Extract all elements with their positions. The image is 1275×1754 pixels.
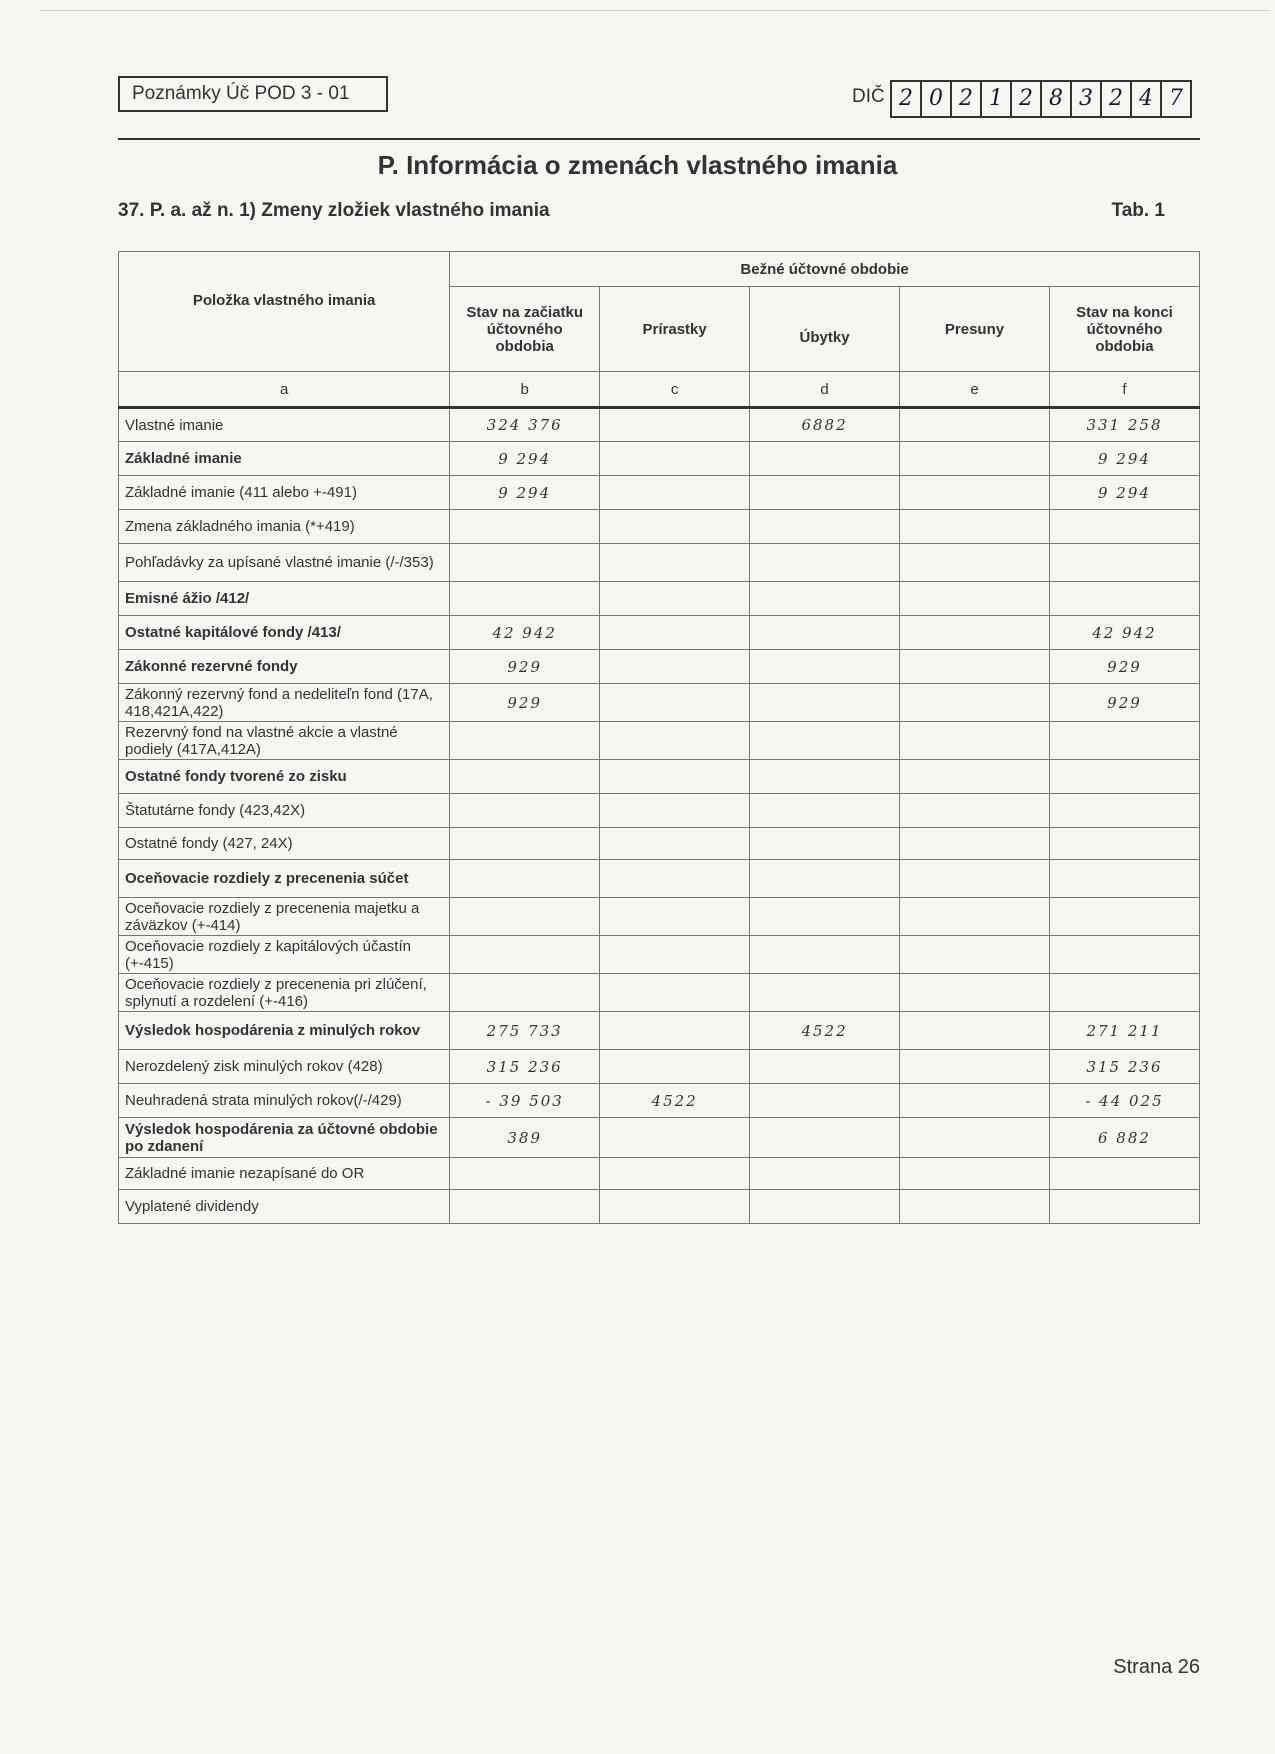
cell-increase — [600, 582, 750, 616]
cell-end — [1049, 510, 1199, 544]
dic-digit: 2 — [1102, 82, 1132, 116]
cell-decrease — [750, 828, 900, 860]
cell-start: 9 294 — [450, 442, 600, 476]
cell-start — [450, 582, 600, 616]
cell-transfers — [900, 544, 1050, 582]
dic-number-boxes — [890, 80, 1192, 118]
table-row — [119, 1012, 1200, 1050]
cell-decrease — [750, 974, 900, 1012]
cell-decrease — [750, 1084, 900, 1118]
cell-end — [1049, 860, 1199, 898]
column-letter: e — [900, 372, 1050, 408]
table-row — [119, 442, 1200, 476]
cell-decrease — [750, 582, 900, 616]
cell-transfers — [900, 828, 1050, 860]
cell-increase — [600, 476, 750, 510]
cell-increase — [600, 1190, 750, 1224]
cell-decrease — [750, 1190, 900, 1224]
cell-start — [450, 1190, 600, 1224]
row-label: Zákonné rezervné fondy — [119, 650, 450, 684]
cell-decrease — [750, 442, 900, 476]
cell-decrease — [750, 1050, 900, 1084]
cell-increase — [600, 828, 750, 860]
cell-end: - 44 025 — [1049, 1084, 1199, 1118]
column-header-transfers: Presuny — [900, 287, 1050, 372]
cell-end: 6 882 — [1049, 1118, 1199, 1158]
cell-end — [1049, 828, 1199, 860]
top-rule — [40, 10, 1270, 11]
cell-start: 929 — [450, 684, 600, 722]
cell-increase — [600, 760, 750, 794]
cell-transfers — [900, 860, 1050, 898]
cell-decrease — [750, 544, 900, 582]
column-letters-row — [119, 372, 1200, 408]
cell-transfers — [900, 476, 1050, 510]
cell-decrease: 6882 — [750, 408, 900, 442]
table-label: Tab. 1 — [1111, 200, 1165, 221]
cell-end: 315 236 — [1049, 1050, 1199, 1084]
cell-end — [1049, 898, 1199, 936]
cell-end — [1049, 794, 1199, 828]
cell-start — [450, 828, 600, 860]
cell-increase — [600, 722, 750, 760]
cell-start — [450, 510, 600, 544]
table-row — [119, 510, 1200, 544]
table-row — [119, 544, 1200, 582]
row-label: Emisné ážio /412/ — [119, 582, 450, 616]
row-label: Výsledok hospodárenia za účtovné obdobie po zdanení — [119, 1118, 450, 1158]
period-header: Bežné účtovné obdobie — [450, 252, 1200, 287]
row-label: Štatutárne fondy (423,42X) — [119, 794, 450, 828]
cell-transfers — [900, 684, 1050, 722]
cell-transfers — [900, 974, 1050, 1012]
table-row — [119, 974, 1200, 1012]
row-label: Pohľadávky za upísané vlastné imanie (/-/353) — [119, 544, 450, 582]
row-label: Základné imanie — [119, 442, 450, 476]
cell-start — [450, 544, 600, 582]
cell-start — [450, 1158, 600, 1190]
cell-decrease — [750, 898, 900, 936]
row-label: Základné imanie nezapísané do OR — [119, 1158, 450, 1190]
table-row — [119, 582, 1200, 616]
table-row — [119, 722, 1200, 760]
cell-end — [1049, 974, 1199, 1012]
cell-end — [1049, 1190, 1199, 1224]
table-row — [119, 1158, 1200, 1190]
table-row — [119, 1118, 1200, 1158]
table-row — [119, 1050, 1200, 1084]
row-label: Zákonný rezervný fond a nedeliteľn fond (17A, 418,421A,422) — [119, 684, 450, 722]
column-letter: a — [119, 372, 450, 408]
dic-digit: 2 — [1012, 82, 1042, 116]
cell-increase — [600, 408, 750, 442]
cell-end: 929 — [1049, 684, 1199, 722]
table-row — [119, 1190, 1200, 1224]
cell-transfers — [900, 1190, 1050, 1224]
cell-decrease — [750, 650, 900, 684]
table-row — [119, 408, 1200, 442]
dic-digit: 8 — [1042, 82, 1072, 116]
dic-label: DIČ — [852, 86, 885, 107]
cell-start — [450, 898, 600, 936]
cell-transfers — [900, 1084, 1050, 1118]
table-row — [119, 760, 1200, 794]
cell-decrease — [750, 936, 900, 974]
row-label: Nerozdelený zisk minulých rokov (428) — [119, 1050, 450, 1084]
dic-digit: 4 — [1132, 82, 1162, 116]
table-row — [119, 936, 1200, 974]
cell-increase — [600, 1012, 750, 1050]
cell-increase — [600, 616, 750, 650]
cell-start — [450, 722, 600, 760]
row-label: Vlastné imanie — [119, 408, 450, 442]
cell-decrease — [750, 860, 900, 898]
dic-digit: 2 — [892, 82, 922, 116]
cell-end — [1049, 760, 1199, 794]
cell-end — [1049, 582, 1199, 616]
cell-transfers — [900, 722, 1050, 760]
table-row — [119, 794, 1200, 828]
cell-start — [450, 860, 600, 898]
cell-end: 42 942 — [1049, 616, 1199, 650]
cell-decrease — [750, 510, 900, 544]
cell-decrease: 4522 — [750, 1012, 900, 1050]
dic-digit: 2 — [952, 82, 982, 116]
cell-start: 275 733 — [450, 1012, 600, 1050]
row-label: Výsledok hospodárenia z minulých rokov — [119, 1012, 450, 1050]
cell-start — [450, 760, 600, 794]
column-header-start: Stav na začiatku účtovného obdobia — [450, 287, 600, 372]
cell-decrease — [750, 616, 900, 650]
dic-digit: 1 — [982, 82, 1012, 116]
cell-end — [1049, 544, 1199, 582]
cell-start: 929 — [450, 650, 600, 684]
cell-increase — [600, 936, 750, 974]
cell-start: 315 236 — [450, 1050, 600, 1084]
table-row — [119, 898, 1200, 936]
table-row — [119, 684, 1200, 722]
section-subtitle: 37. P. a. až n. 1) Zmeny zložiek vlastného imania — [118, 200, 550, 221]
column-header-decrease: Úbytky — [750, 287, 900, 372]
cell-end: 271 211 — [1049, 1012, 1199, 1050]
page-title: P. Informácia o zmenách vlastného imania — [377, 150, 898, 180]
row-label: Neuhradená strata minulých rokov(/-/429) — [119, 1084, 450, 1118]
dic-digit: 3 — [1072, 82, 1102, 116]
cell-transfers — [900, 898, 1050, 936]
cell-transfers — [900, 616, 1050, 650]
table-row — [119, 476, 1200, 510]
header-rule — [118, 138, 1200, 140]
cell-increase — [600, 544, 750, 582]
cell-start: 389 — [450, 1118, 600, 1158]
row-label: Základné imanie (411 alebo +-491) — [119, 476, 450, 510]
cell-transfers — [900, 408, 1050, 442]
cell-increase — [600, 1158, 750, 1190]
table-row — [119, 828, 1200, 860]
cell-end: 331 258 — [1049, 408, 1199, 442]
cell-start — [450, 936, 600, 974]
cell-increase — [600, 442, 750, 476]
cell-transfers — [900, 1158, 1050, 1190]
cell-transfers — [900, 794, 1050, 828]
cell-transfers — [900, 1012, 1050, 1050]
dic-digit: 0 — [922, 82, 952, 116]
column-letter: d — [750, 372, 900, 408]
row-label: Oceňovacie rozdiely z precenenia majetku a záväzkov (+-414) — [119, 898, 450, 936]
cell-decrease — [750, 684, 900, 722]
cell-decrease — [750, 1158, 900, 1190]
cell-transfers — [900, 1118, 1050, 1158]
cell-increase — [600, 1118, 750, 1158]
row-label: Ostatné fondy (427, 24X) — [119, 828, 450, 860]
table-row — [119, 860, 1200, 898]
column-letter: b — [450, 372, 600, 408]
column-letter: f — [1049, 372, 1199, 408]
cell-start: - 39 503 — [450, 1084, 600, 1118]
row-label: Oceňovacie rozdiely z precenenia súčet — [119, 860, 450, 898]
row-label: Ostatné fondy tvorené zo zisku — [119, 760, 450, 794]
cell-start: 42 942 — [450, 616, 600, 650]
cell-increase — [600, 650, 750, 684]
column-header-increase: Prírastky — [600, 287, 750, 372]
cell-start — [450, 794, 600, 828]
cell-decrease — [750, 760, 900, 794]
cell-increase — [600, 1050, 750, 1084]
cell-increase: 4522 — [600, 1084, 750, 1118]
equity-changes-table — [118, 251, 1200, 1224]
table-row — [119, 1084, 1200, 1118]
cell-decrease — [750, 794, 900, 828]
form-label: Poznámky Úč POD 3 - 01 — [118, 76, 388, 112]
cell-increase — [600, 510, 750, 544]
column-header-item: Položka vlastného imania — [119, 252, 450, 372]
row-label: Vyplatené dividendy — [119, 1190, 450, 1224]
table-row — [119, 616, 1200, 650]
cell-end — [1049, 722, 1199, 760]
dic-digit: 7 — [1162, 82, 1192, 116]
cell-increase — [600, 898, 750, 936]
cell-transfers — [900, 936, 1050, 974]
cell-end: 9 294 — [1049, 476, 1199, 510]
cell-decrease — [750, 722, 900, 760]
cell-end — [1049, 936, 1199, 974]
cell-transfers — [900, 1050, 1050, 1084]
row-label: Zmena základného imania (*+419) — [119, 510, 450, 544]
cell-end: 9 294 — [1049, 442, 1199, 476]
page-number: Strana 26 — [1113, 1656, 1200, 1678]
row-label: Oceňovacie rozdiely z kapitálových účastín (+-415) — [119, 936, 450, 974]
cell-transfers — [900, 510, 1050, 544]
column-letter: c — [600, 372, 750, 408]
cell-increase — [600, 860, 750, 898]
cell-start — [450, 974, 600, 1012]
cell-transfers — [900, 582, 1050, 616]
row-label: Rezervný fond na vlastné akcie a vlastné podiely (417A,412A) — [119, 722, 450, 760]
cell-decrease — [750, 476, 900, 510]
cell-increase — [600, 974, 750, 1012]
cell-start: 324 376 — [450, 408, 600, 442]
cell-increase — [600, 794, 750, 828]
table-row — [119, 650, 1200, 684]
cell-increase — [600, 684, 750, 722]
cell-transfers — [900, 650, 1050, 684]
row-label: Oceňovacie rozdiely z precenenia pri zlúčení, splynutí a rozdelení (+-416) — [119, 974, 450, 1012]
cell-start: 9 294 — [450, 476, 600, 510]
cell-transfers — [900, 442, 1050, 476]
column-header-end: Stav na konci účtovného obdobia — [1049, 287, 1199, 372]
cell-end: 929 — [1049, 650, 1199, 684]
cell-end — [1049, 1158, 1199, 1190]
cell-transfers — [900, 760, 1050, 794]
row-label: Ostatné kapitálové fondy /413/ — [119, 616, 450, 650]
cell-decrease — [750, 1118, 900, 1158]
